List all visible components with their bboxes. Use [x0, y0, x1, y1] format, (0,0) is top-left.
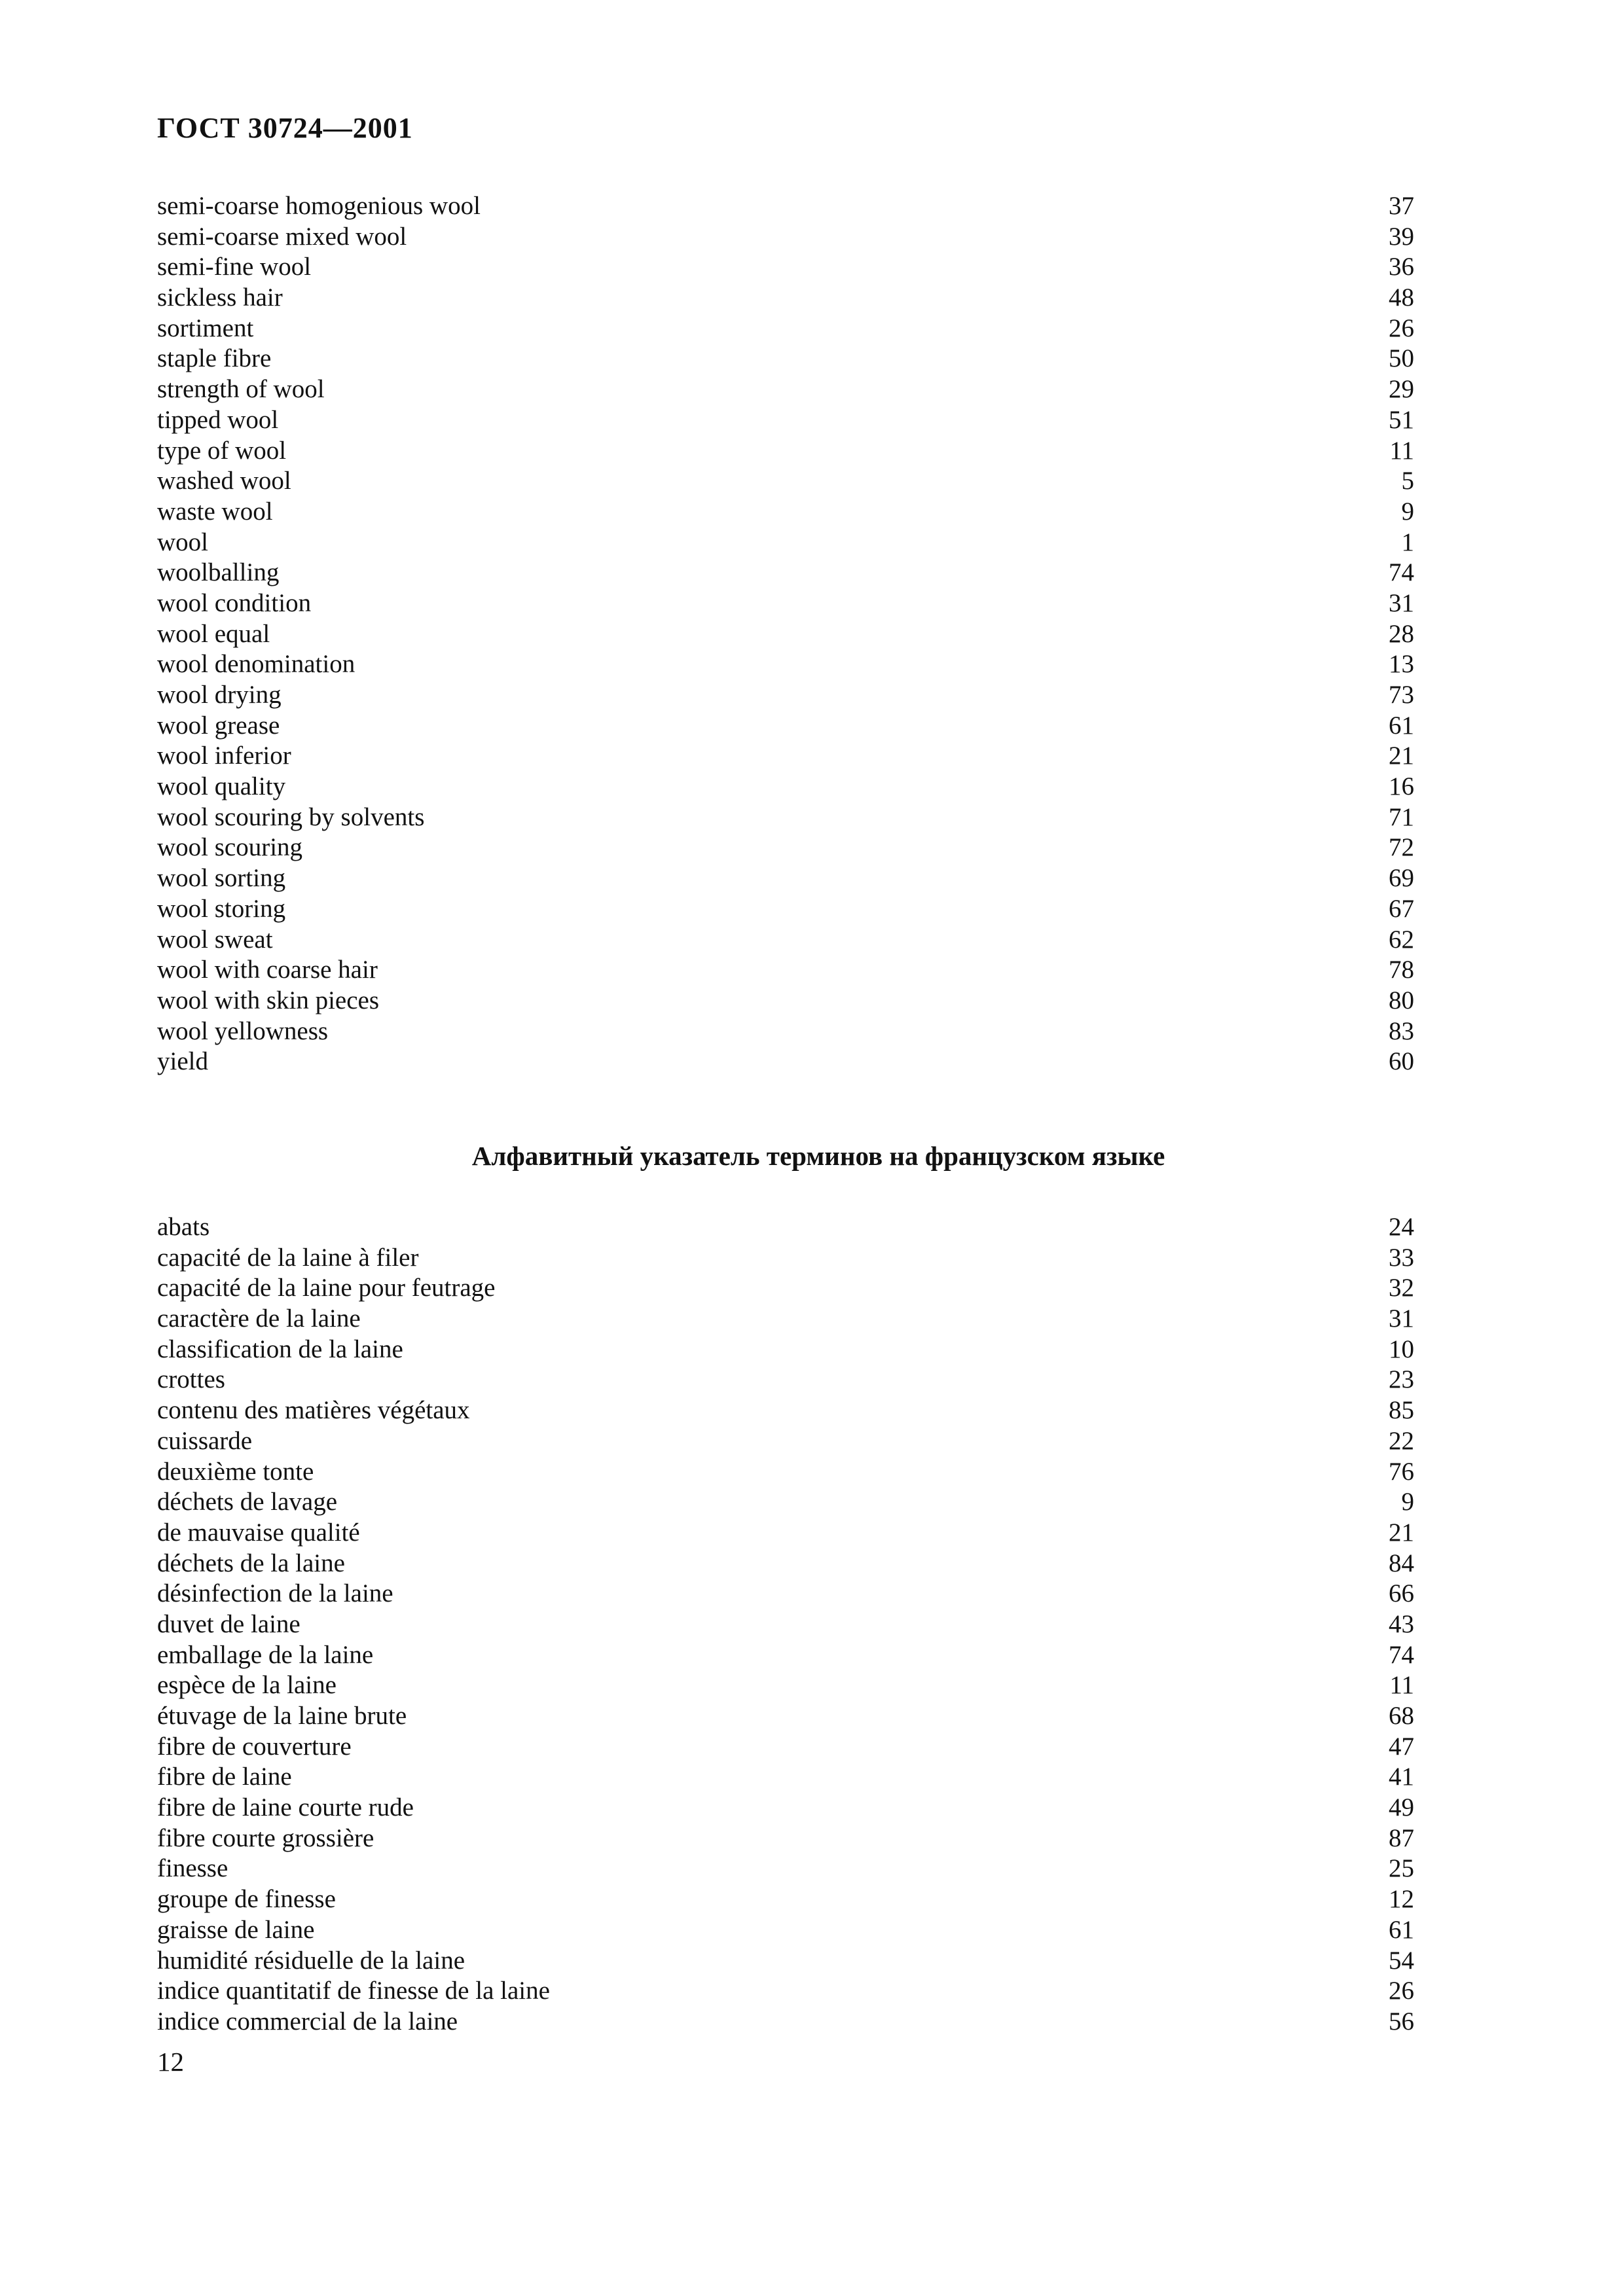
- index-term-number: 41: [1389, 1763, 1414, 1791]
- index-entry: [157, 222, 1414, 253]
- index-term-number: 12: [1389, 1885, 1414, 1914]
- index-term: semi-coarse mixed wool: [157, 222, 407, 251]
- index-term: wool: [157, 528, 208, 556]
- french-index-title: Алфавитный указатель терминов на французском языке: [471, 1141, 1165, 1171]
- index-term-number: 61: [1389, 711, 1414, 740]
- index-entry: [157, 1047, 1414, 1077]
- index-term-number: 26: [1389, 314, 1414, 342]
- index-term: étuvage de la laine brute: [157, 1702, 407, 1730]
- index-term-number: 21: [1389, 742, 1414, 770]
- index-entry: [157, 1670, 1414, 1701]
- index-entry: [157, 1823, 1414, 1854]
- index-term-number: 37: [1389, 192, 1414, 220]
- index-term-number: 31: [1389, 1304, 1414, 1333]
- index-entry: [157, 466, 1414, 497]
- index-term: wool equal: [157, 619, 270, 648]
- index-term-number: 87: [1389, 1823, 1414, 1852]
- index-entry: [157, 1640, 1414, 1671]
- index-term: cuissarde: [157, 1426, 253, 1455]
- index-entry: [157, 1243, 1414, 1274]
- index-entry: [157, 1976, 1414, 2007]
- index-entry: [157, 1304, 1414, 1335]
- index-term: indice commercial de la laine: [157, 2007, 458, 2036]
- index-term-number: 76: [1389, 1457, 1414, 1486]
- index-term: deuxième tonte: [157, 1457, 314, 1486]
- index-term-number: 43: [1389, 1609, 1414, 1638]
- index-term-number: 39: [1389, 222, 1414, 251]
- index-term-number: 84: [1389, 1549, 1414, 1577]
- index-term-number: 24: [1389, 1213, 1414, 1241]
- index-term: tipped wool: [157, 405, 279, 434]
- index-term: groupe de finesse: [157, 1885, 336, 1914]
- index-term-number: 71: [1389, 802, 1414, 831]
- index-entry: [157, 894, 1414, 925]
- index-entry: [157, 497, 1414, 528]
- index-term-number: 56: [1389, 2007, 1414, 2036]
- index-entry: [157, 436, 1414, 467]
- index-entry: [157, 772, 1414, 802]
- index-term: fibre de laine courte rude: [157, 1793, 414, 1822]
- index-entry: [157, 649, 1414, 680]
- index-term-number: 23: [1389, 1365, 1414, 1394]
- index-entry: [157, 1884, 1414, 1915]
- index-term-number: 16: [1389, 772, 1414, 801]
- index-term: désinfection de la laine: [157, 1579, 393, 1608]
- index-entry: [157, 1365, 1414, 1395]
- index-term-number: 9: [1401, 1488, 1414, 1516]
- index-entry: [157, 1273, 1414, 1304]
- index-entry: [157, 680, 1414, 711]
- index-term: wool with coarse hair: [157, 956, 378, 984]
- index-term-number: 74: [1389, 558, 1414, 587]
- french-term-index: [157, 1212, 1414, 2037]
- index-term-number: 11: [1389, 436, 1414, 465]
- index-term-number: 50: [1389, 344, 1414, 373]
- index-term: wool yellowness: [157, 1016, 329, 1045]
- index-term-number: 1: [1401, 528, 1414, 556]
- index-term-number: 80: [1389, 986, 1414, 1014]
- index-term: semi-coarse homogenious wool: [157, 192, 481, 220]
- index-term-number: 33: [1389, 1243, 1414, 1272]
- index-term-number: 61: [1389, 1915, 1414, 1944]
- index-entry: [157, 1762, 1414, 1793]
- index-entry: [157, 1579, 1414, 1609]
- index-term-number: 85: [1389, 1396, 1414, 1425]
- index-term: wool denomination: [157, 650, 356, 679]
- index-entry: [157, 1335, 1414, 1365]
- index-entry: [157, 283, 1414, 314]
- index-term: washed wool: [157, 467, 291, 495]
- index-entry: [157, 619, 1414, 650]
- index-entry: [157, 1609, 1414, 1640]
- index-term: espèce de la laine: [157, 1671, 337, 1700]
- index-entry: [157, 1016, 1414, 1047]
- index-term: wool storing: [157, 894, 286, 923]
- index-entry: [157, 1518, 1414, 1549]
- index-term-number: 11: [1389, 1671, 1414, 1700]
- index-term: sickless hair: [157, 283, 283, 312]
- index-term-number: 21: [1389, 1518, 1414, 1547]
- index-entry: [157, 955, 1414, 986]
- index-term-number: 62: [1389, 925, 1414, 954]
- index-entry: [157, 191, 1414, 222]
- index-term: wool condition: [157, 588, 312, 617]
- index-term: indice quantitatif de finesse de la laine: [157, 1977, 550, 2005]
- index-term-number: 28: [1389, 619, 1414, 648]
- index-term: finesse: [157, 1854, 228, 1883]
- index-entry: [157, 1732, 1414, 1763]
- index-entry: [157, 711, 1414, 742]
- index-entry: [157, 588, 1414, 619]
- index-entry: [157, 252, 1414, 283]
- index-term: contenu des matières végétaux: [157, 1396, 470, 1425]
- index-term-number: 36: [1389, 253, 1414, 281]
- index-entry: [157, 1854, 1414, 1884]
- index-term-number: 5: [1401, 467, 1414, 495]
- index-term-number: 32: [1389, 1274, 1414, 1302]
- index-entry: [157, 833, 1414, 863]
- index-term-number: 72: [1389, 833, 1414, 862]
- page-number: 12: [157, 2047, 184, 2077]
- index-term-number: 22: [1389, 1426, 1414, 1455]
- index-term-number: 31: [1389, 588, 1414, 617]
- index-term-number: 51: [1389, 405, 1414, 434]
- index-term: waste wool: [157, 497, 273, 526]
- index-term: emballage de la laine: [157, 1640, 374, 1669]
- index-term: wool grease: [157, 711, 280, 740]
- index-term: wool drying: [157, 681, 282, 709]
- index-entry: [157, 1946, 1414, 1977]
- index-entry: [157, 925, 1414, 956]
- index-term: déchets de la laine: [157, 1549, 345, 1577]
- index-entry: [157, 2007, 1414, 2037]
- index-term: strength of wool: [157, 375, 325, 404]
- index-term: wool scouring: [157, 833, 303, 862]
- index-term-number: 67: [1389, 894, 1414, 923]
- index-term: type of wool: [157, 436, 287, 465]
- index-term-number: 29: [1389, 375, 1414, 404]
- index-term: wool quality: [157, 772, 286, 801]
- index-term-number: 25: [1389, 1854, 1414, 1883]
- index-term-number: 83: [1389, 1016, 1414, 1045]
- index-term: semi-fine wool: [157, 253, 312, 281]
- index-term-number: 66: [1389, 1579, 1414, 1608]
- index-entry: [157, 1549, 1414, 1579]
- index-term: wool scouring by solvents: [157, 802, 425, 831]
- index-term: wool inferior: [157, 742, 291, 770]
- index-entry: [157, 1426, 1414, 1457]
- index-term-number: 69: [1389, 864, 1414, 893]
- index-entry: [157, 344, 1414, 374]
- index-term: caractère de la laine: [157, 1304, 361, 1333]
- index-term-number: 13: [1389, 650, 1414, 679]
- index-entry: [157, 558, 1414, 588]
- index-term: humidité résiduelle de la laine: [157, 1946, 465, 1975]
- index-term-number: 49: [1389, 1793, 1414, 1822]
- index-term: fibre courte grossière: [157, 1823, 374, 1852]
- index-entry: [157, 314, 1414, 344]
- index-term: woolballing: [157, 558, 280, 587]
- index-term: abats: [157, 1213, 210, 1241]
- index-entry: [157, 1793, 1414, 1823]
- index-entry: [157, 802, 1414, 833]
- index-entry: [157, 1395, 1414, 1426]
- index-term: sortiment: [157, 314, 254, 342]
- index-term: déchets de lavage: [157, 1488, 338, 1516]
- index-term: capacité de la laine pour feutrage: [157, 1274, 496, 1302]
- index-entry: [157, 1487, 1414, 1518]
- index-term-number: 26: [1389, 1977, 1414, 2005]
- index-term-number: 48: [1389, 283, 1414, 312]
- index-term: capacité de la laine à filer: [157, 1243, 419, 1272]
- index-term-number: 73: [1389, 681, 1414, 709]
- index-term-number: 47: [1389, 1732, 1414, 1761]
- index-term: yield: [157, 1047, 208, 1076]
- index-term: wool sorting: [157, 864, 286, 893]
- index-term-number: 9: [1401, 497, 1414, 526]
- index-entry: [157, 405, 1414, 436]
- index-entry: [157, 374, 1414, 405]
- index-term-number: 60: [1389, 1047, 1414, 1076]
- document-header: ГОСТ 30724—2001: [157, 112, 413, 144]
- index-entry: [157, 741, 1414, 772]
- index-entry: [157, 1701, 1414, 1732]
- index-term-number: 78: [1389, 956, 1414, 984]
- index-term: staple fibre: [157, 344, 272, 373]
- index-entry: [157, 1915, 1414, 1946]
- index-term: fibre de laine: [157, 1763, 292, 1791]
- index-term-number: 10: [1389, 1335, 1414, 1363]
- index-term-number: 74: [1389, 1640, 1414, 1669]
- index-entry: [157, 986, 1414, 1016]
- index-entry: [157, 528, 1414, 558]
- index-term: classification de la laine: [157, 1335, 403, 1363]
- index-term: graisse de laine: [157, 1915, 315, 1944]
- index-term-number: 68: [1389, 1702, 1414, 1730]
- index-entry: [157, 863, 1414, 894]
- index-term: de mauvaise qualité: [157, 1518, 360, 1547]
- index-term: wool with skin pieces: [157, 986, 380, 1014]
- index-term: duvet de laine: [157, 1609, 301, 1638]
- index-term: wool sweat: [157, 925, 273, 954]
- index-term: fibre de couverture: [157, 1732, 352, 1761]
- english-term-index: [157, 191, 1414, 1077]
- index-term-number: 54: [1389, 1946, 1414, 1975]
- index-entry: [157, 1457, 1414, 1488]
- index-entry: [157, 1212, 1414, 1243]
- index-term: crottes: [157, 1365, 225, 1394]
